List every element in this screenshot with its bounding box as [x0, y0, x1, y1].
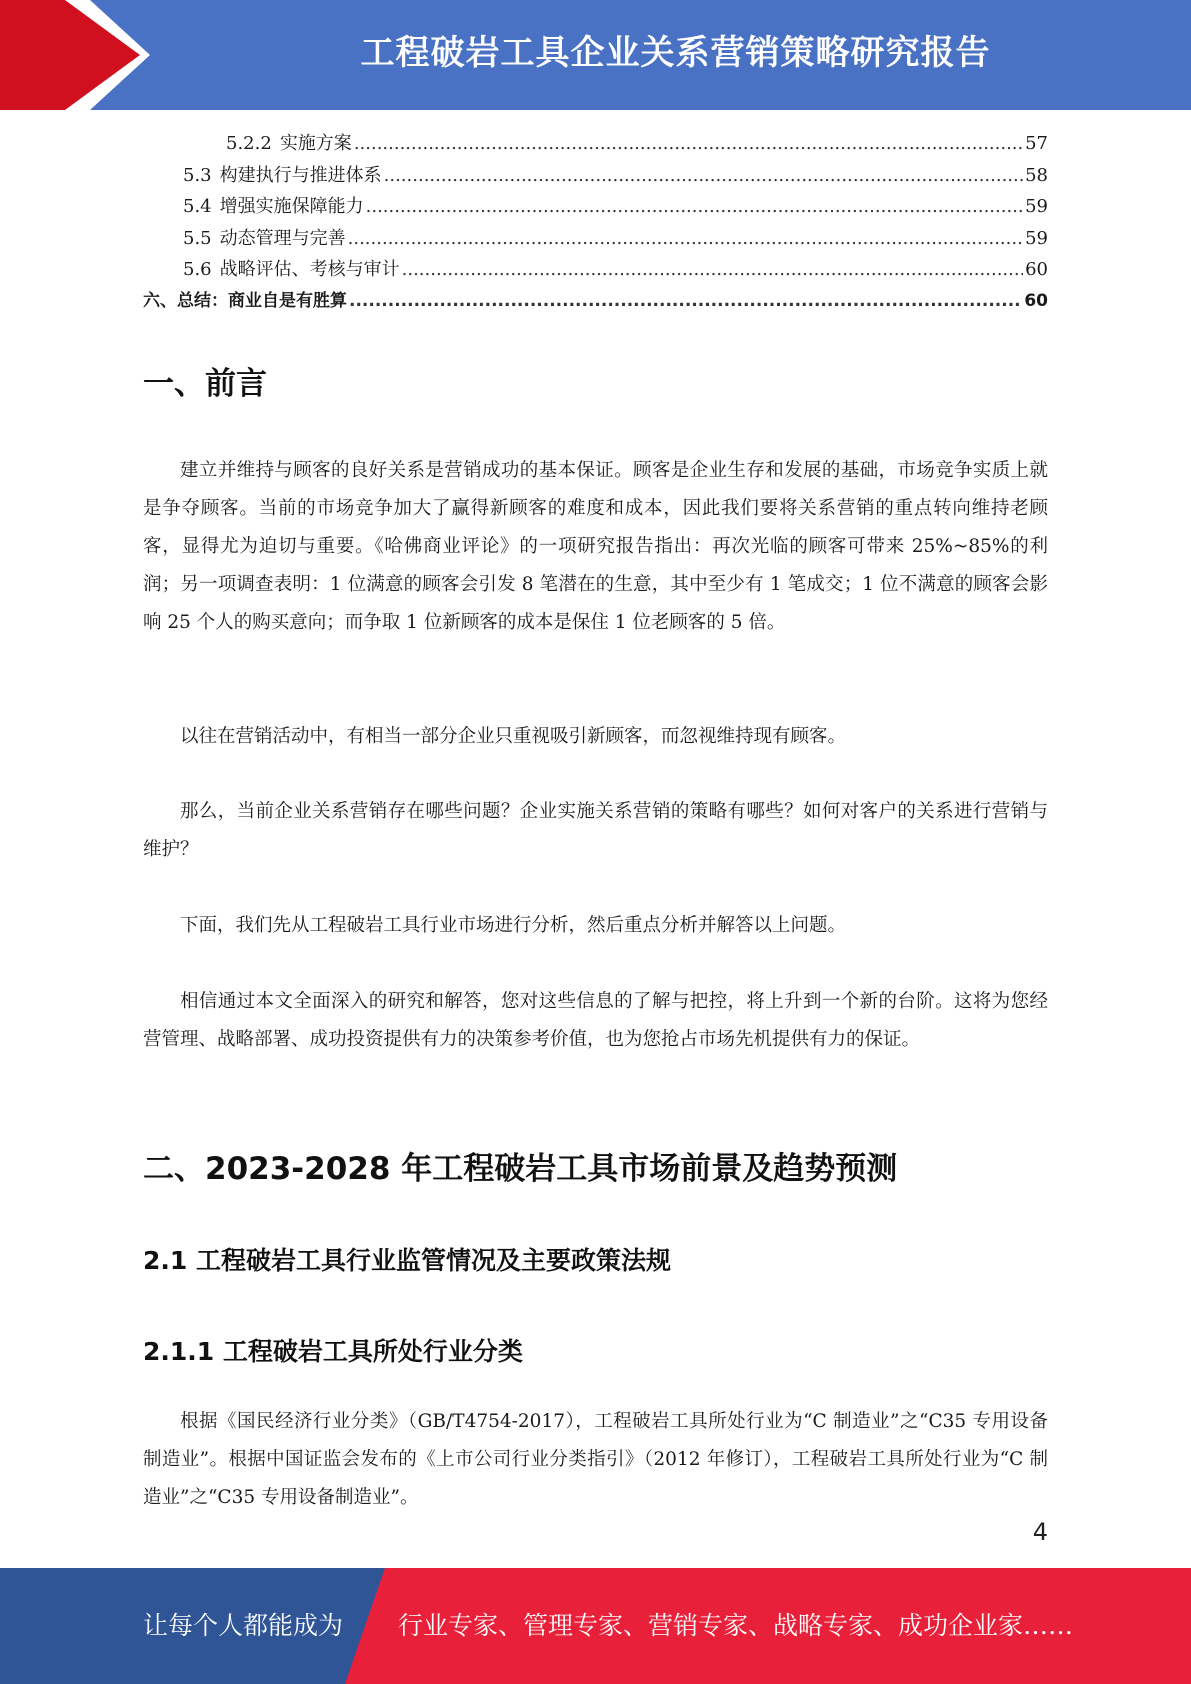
toc-entry[interactable]: [143, 160, 1048, 192]
toc-entry-text: 增强实施保障能力: [219, 196, 364, 217]
toc-entry-text: 战略评估、考核与审计: [219, 259, 400, 280]
toc-entry-text: 六、总结：商业自是有胜算: [143, 290, 347, 311]
toc-entry-number: 5.2.2: [226, 133, 272, 154]
toc-entry-page: 60: [1025, 259, 1048, 280]
document-title: 工程破岩工具企业关系营销策略研究报告: [360, 33, 991, 73]
heading-preface: 一、前言: [143, 366, 267, 402]
footer-slogan-left: 让每个人都能成为: [143, 1611, 344, 1640]
header-arrow-decoration: [0, 0, 160, 110]
heading-section-2-1-1: 2.1.1 工程破岩工具所处行业分类: [143, 1337, 523, 1366]
preface-paragraph-1: 建立并维持与顾客的良好关系是营销成功的基本保证。顾客是企业生存和发展的基础，市场竞争实质上就是争夺顾客。当前的市场竞争加大了赢得新顾客的难度和成本，因此我们要将关系营销的重点转向维持老顾客，显得尤为迫切与重要。《哈佛商业评论》的一项研究报告指出：再次光临的顾客可带来 25%~85%的利润；另一项调查表明：1 位满意的顾客会引发 8 笔潜在的生意，其中至少有 1 笔成交；1 位不满意的顾客会影响 25 个人的购买意向；而争取 1 位新顾客的成本是保住 1 位老顾客的 5 倍。: [143, 460, 1048, 633]
toc-entry-text: 构建执行与推进体系: [219, 164, 382, 186]
toc-leader-dots: [354, 128, 1023, 160]
preface-paragraph-2: 以往在营销活动中，有相当一部分企业只重视吸引新顾客，而忽视维持现有顾客。: [180, 726, 847, 747]
page-footer: [0, 1568, 1191, 1684]
toc-entry-page: 59: [1025, 227, 1048, 249]
toc-entry-text: 动态管理与完善: [219, 227, 346, 249]
preface-paragraph-3: 那么，当前企业关系营销存在哪些问题？企业实施关系营销的策略有哪些？如何对客户的关系进行营销与维护？: [143, 801, 1048, 860]
toc-entry-text: 实施方案: [279, 133, 352, 154]
toc-leader-dots: [366, 191, 1023, 223]
toc-entry-page: 58: [1025, 164, 1048, 186]
toc-leader-dots: [402, 254, 1023, 286]
toc-entry-page: 57: [1025, 133, 1048, 154]
page-header: [0, 0, 1191, 110]
toc-entry-number: 5.6: [183, 259, 212, 280]
toc-entry[interactable]: [143, 128, 1048, 160]
toc-entry-page: 60: [1024, 290, 1048, 311]
toc-entry[interactable]: [143, 286, 1048, 318]
toc-entry-number: 5.3: [183, 164, 212, 186]
toc-leader-dots: [349, 286, 1022, 318]
toc-entry[interactable]: [143, 223, 1048, 255]
preface-paragraph-5: 相信通过本文全面深入的研究和解答，您对这些信息的了解与把控，将上升到一个新的台阶。这将为您经营管理、战略部署、成功投资提供有力的决策参考价值，也为您抢占市场先机提供有力的保证。: [143, 991, 1048, 1050]
heading-section-2-1: 2.1 工程破岩工具行业监管情况及主要政策法规: [143, 1246, 671, 1275]
preface-paragraph-4: 下面，我们先从工程破岩工具行业市场进行分析，然后重点分析并解答以上问题。: [180, 915, 847, 936]
toc-entry-page: 59: [1025, 196, 1048, 217]
toc-entry[interactable]: [143, 191, 1048, 223]
table-of-contents: [143, 128, 1048, 317]
page-number: 4: [1032, 1518, 1048, 1546]
toc-leader-dots: [384, 160, 1023, 192]
toc-entry[interactable]: [143, 254, 1048, 286]
toc-leader-dots: [348, 223, 1023, 255]
toc-entry-number: 5.5: [183, 227, 212, 249]
section-2-1-1-paragraph: 根据《国民经济行业分类》（GB/T4754-2017），工程破岩工具所处行业为“C 制造业”之“C35 专用设备制造业”。根据中国证监会发布的《上市公司行业分类指引》（2012 年修订），工程破岩工具所处行业为“C 制造业”之“C35 专用设备制造业”。: [143, 1411, 1048, 1508]
toc-entry-number: 5.4: [183, 196, 212, 217]
footer-slogan-right: 行业专家、管理专家、营销专家、战略专家、成功企业家……: [398, 1611, 1074, 1640]
heading-section-2: 二、2023-2028 年工程破岩工具市场前景及趋势预测: [143, 1151, 898, 1187]
